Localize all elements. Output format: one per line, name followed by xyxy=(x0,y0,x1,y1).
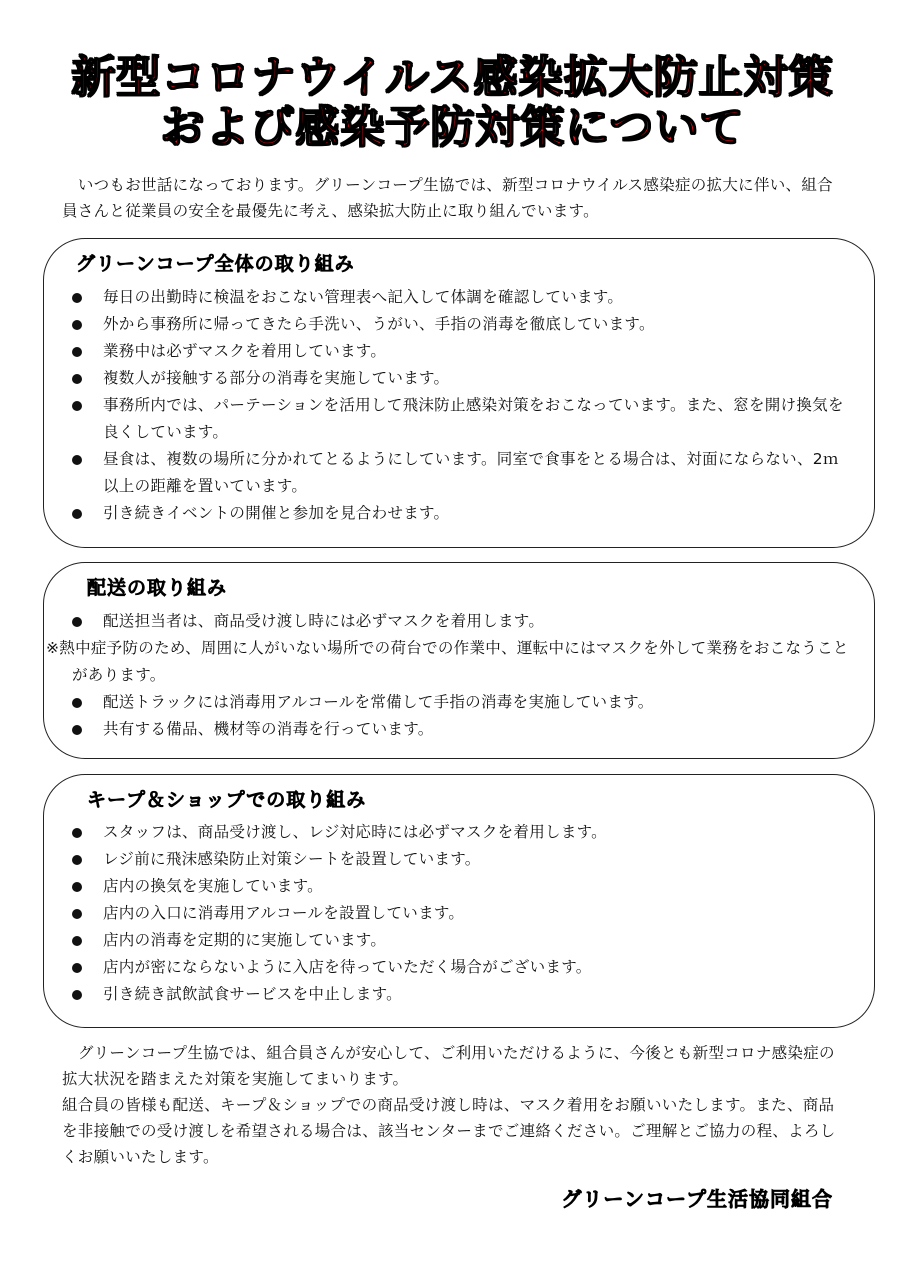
list-item xyxy=(72,500,850,527)
bullet-icon xyxy=(72,725,82,735)
list-item xyxy=(72,954,850,981)
list-item xyxy=(72,819,850,846)
list-item xyxy=(72,311,850,338)
bullet-icon xyxy=(72,293,82,303)
closing-paragraph-2: 組合員の皆様も配送、キープ＆ショップでの商品受け渡し時は、マスク着用をお願いいたします。また、商品を非接触での受け渡しを希望される場合は、該当センターまでご連絡ください。ご理解とご協力の程、よろしくお願いいたします。 xyxy=(62,1096,836,1166)
list-item-text: 業務中は必ずマスクを着用しています。 xyxy=(103,342,387,360)
organization-signature: グリーンコープ生活協同組合 xyxy=(561,1187,833,1211)
list-item-text: 店内の換気を実施しています。 xyxy=(103,877,323,895)
list-item xyxy=(72,900,850,927)
list-item xyxy=(72,927,850,954)
item-list xyxy=(72,284,850,527)
heatstroke-note: ※熱中症予防のため、周囲に人がいない場所での荷台での作業中、運転中にはマスクを外して業務をおこなうことがあります。 xyxy=(46,639,849,684)
title-line-1: 新型コロナウイルス感染拡大防止対策 xyxy=(71,52,834,103)
closing-paragraph-1: グリーンコープ生協では、組合員さんが安心して、ご利用いただけるように、今後とも新型コロナ感染症の拡大状況を踏まえた対策を実施してまいります。 xyxy=(62,1044,835,1088)
list-item-text: 外から事務所に帰ってきたら手洗い、うがい、手指の消毒を徹底しています。 xyxy=(103,315,655,333)
list-item xyxy=(72,608,850,635)
list-item xyxy=(72,446,850,500)
bullet-icon xyxy=(72,990,82,1000)
section-heading: キープ＆ショップでの取り組み xyxy=(87,789,367,811)
list-item xyxy=(72,284,850,311)
intro-paragraph: いつもお世話になっております。グリーンコープ生協では、新型コロナウイルス感染症の拡大に伴い、組合員さんと従業員の安全を最優先に考え、感染拡大防止に取り組んでいます。 xyxy=(62,176,833,220)
bullet-icon xyxy=(72,509,82,519)
list-item-text: 共有する備品、機材等の消毒を行っています。 xyxy=(103,720,434,738)
bullet-icon xyxy=(72,909,82,919)
item-list xyxy=(46,608,850,743)
list-item-text: 店内の入口に消毒用アルコールを設置しています。 xyxy=(103,904,465,922)
section-shop-box xyxy=(43,774,875,1028)
bullet-icon xyxy=(72,698,82,708)
list-item-text: 毎日の出勤時に検温をおこない管理表へ記入して体調を確認しています。 xyxy=(103,288,624,306)
list-item xyxy=(72,365,850,392)
list-item xyxy=(72,846,850,873)
section-heading: グリーンコープ全体の取り組み xyxy=(76,253,355,275)
list-item xyxy=(72,873,850,900)
bullet-icon xyxy=(72,374,82,384)
bullet-icon xyxy=(72,401,82,411)
list-item-text: 店内の消毒を定期的に実施しています。 xyxy=(103,931,387,949)
list-item-text: 引き続き試飲試食サービスを中止します。 xyxy=(103,985,402,1003)
bullet-icon xyxy=(72,347,82,357)
bullet-icon xyxy=(72,617,82,627)
bullet-icon xyxy=(72,936,82,946)
list-item xyxy=(72,716,850,743)
list-item-text: 引き続きイベントの開催と参加を見合わせます。 xyxy=(103,504,450,522)
list-item-text: 配送トラックには消毒用アルコールを常備して手指の消毒を実施しています。 xyxy=(103,693,654,711)
list-item xyxy=(72,689,850,716)
bullet-icon xyxy=(72,320,82,330)
list-item-text: 店内が密にならないように入店を待っていただく場合がございます。 xyxy=(103,958,592,976)
list-item-text: レジ前に飛沫感染防止対策シートを設置しています。 xyxy=(103,850,481,868)
section-heading: 配送の取り組み xyxy=(87,577,228,599)
list-item xyxy=(72,392,850,446)
bullet-icon xyxy=(72,855,82,865)
title-line-2: および感染予防対策について xyxy=(160,102,745,153)
list-item xyxy=(72,338,850,365)
bullet-icon xyxy=(72,882,82,892)
bullet-icon xyxy=(72,455,82,465)
list-item-text: 事務所内では、パーテーションを活用して飛沫防止感染対策をおこなっています。また、窓を開け換気を良くしています。 xyxy=(103,396,844,441)
list-item-text: 配送担当者は、商品受け渡し時には必ずマスクを着用します。 xyxy=(103,612,545,630)
list-item-text: 複数人が接触する部分の消毒を実施しています。 xyxy=(103,369,450,387)
list-item xyxy=(72,981,850,1008)
section-delivery-box xyxy=(43,562,875,759)
list-item-text: 昼食は、複数の場所に分かれてとるようにしています。同室で食事をとる場合は、対面にならない、2ｍ以上の距離を置いています。 xyxy=(103,450,839,495)
bullet-icon xyxy=(72,828,82,838)
list-item-text: スタッフは、商品受け渡し、レジ対応時には必ずマスクを着用します。 xyxy=(103,823,607,841)
item-list xyxy=(72,819,850,1008)
section-overall-box xyxy=(43,238,875,548)
bullet-icon xyxy=(72,963,82,973)
